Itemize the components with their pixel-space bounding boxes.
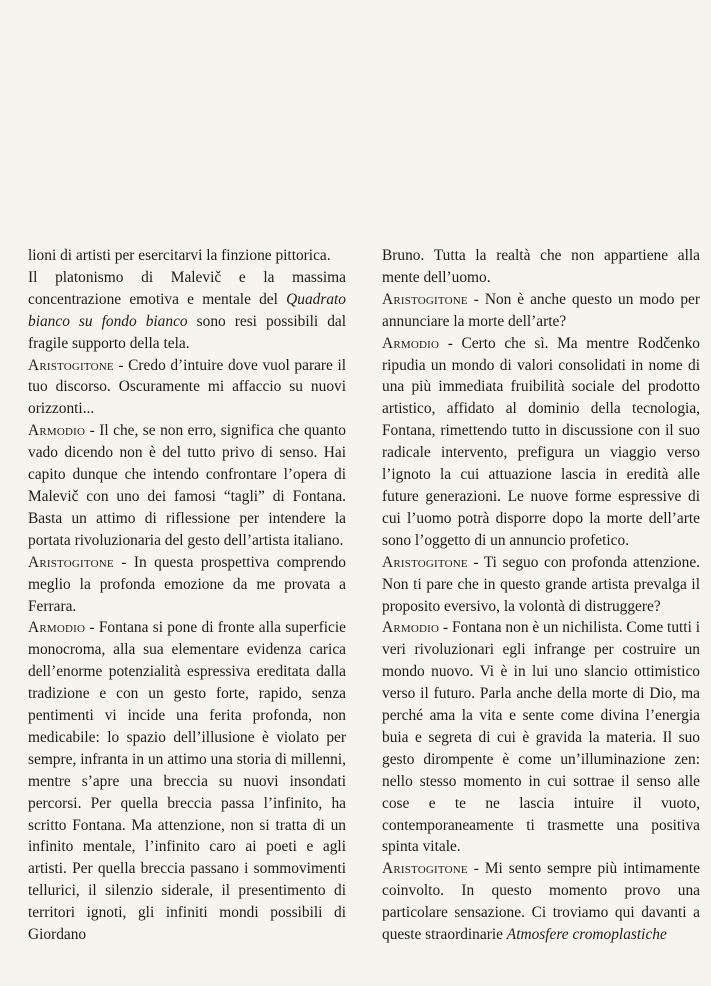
speaker-name: Aristogitone: [28, 356, 114, 374]
paragraph: Aristogitone - Ti seguo con profonda attenzione. Non ti pare che in questo grande artista prevalga il proposito eversivo, la volontà di distruggere?: [382, 553, 700, 615]
speaker-name: Aristogitone: [382, 290, 468, 308]
speaker-name: Armodio: [28, 619, 86, 637]
paragraph: Armodio - Il che, se non erro, significa che quanto vado dicendo non è del tutto privo di senso. Hai capito dunque che intendo confrontare l’opera di Malevič con uno dei famosi “tagli” di Fontana. Basta un attimo di riflessione per intendere la portata rivoluzionaria del gesto dell’artista italiano.: [28, 422, 346, 549]
speaker-name: Aristogitone: [382, 553, 468, 571]
paragraph: Armodio - Fontana non è un nichilista. Come tutti i veri rivoluzionari egli infrange per costruire un mondo nuovo. Vi è in lui uno slancio ottimistico verso il futuro. Parla anche della morte di Dio, ma perché ama la vita e sente come divina l’energia buia e segreta di cui è gravida la materia. Il suo gesto dirompente è come un’illuminazione zen: nello stesso momento in cui sottrae il senso alle cose e te ne lascia intuire il vuoto, contemporaneamente ti trasmette una positiva spinta vitale.: [382, 619, 700, 856]
right-column: [382, 245, 700, 946]
speaker-name: Aristogitone: [28, 553, 114, 571]
paragraph: Bruno. Tutta la realtà che non appartiene alla mente dell’uomo.: [382, 247, 700, 286]
speaker-name: Armodio: [382, 619, 440, 637]
left-column: [28, 245, 346, 946]
paragraph: lioni di artisti per esercitarvi la finzione pittorica.: [28, 247, 331, 264]
paragraph: Armodio - Fontana si pone di fronte alla superficie monocroma, alla sua elementare evidenza carica dell’enorme potenzialità espressiva ereditata dalla tradizione e con un gesto forte, rapido, senza pentimenti vi incide una ferita profonda, non medicabile: lo spazio dell’illusione è violato per sempre, infranta in un attimo una storia di millenni, mentre s’apre una breccia su nuovi insondati percorsi. Per quella breccia passa l’infinito, ha scritto Fontana. Ma attenzione, non si tratta di un infinito mentale, l’infinito caro ai poeti e agli artisti. Per quella breccia passano i sommovimenti tellurici, il silenzio siderale, il presentimento di territori ignoti, gli infiniti mondi possibili di Giordano: [28, 619, 346, 944]
paragraph: Aristogitone - In questa prospettiva comprendo meglio la profonda emozione da me provata a Ferrara.: [28, 553, 346, 615]
paragraph: Aristogitone - Non è anche questo un modo per annunciare la morte dell’arte?: [382, 290, 700, 330]
paragraph: Armodio - Certo che sì. Ma mentre Rodčenko ripudia un mondo di valori consolidati in nome di una più immediata fruibilità sociale del prodotto artistico, affidato al dominio della tecnologia, Fontana, rimettendo tutto in discussione con il suo radicale intervento, prefigura un viaggio verso l’ignoto la cui attuazione lascia in eredità alle future generazioni. Le nuove forme espressive di cui l’uomo potrà disporre dopo la morte dell’arte sono l’oggetto di un annuncio profetico.: [382, 334, 700, 549]
speaker-name: Armodio: [28, 422, 86, 440]
artwork-title: Atmosfere cromoplastiche: [506, 926, 667, 944]
speaker-name: Armodio: [382, 334, 440, 352]
speaker-name: Aristogitone: [382, 860, 468, 878]
paragraph: Il platonismo di Malevič e la massima concentrazione emotiva e mentale del Quadrato bianco su fondo bianco sono resi possibili dal fragile supporto della tela.: [28, 268, 346, 352]
paragraph: Aristogitone - Credo d’intuire dove vuol parare il tuo discorso. Oscuramente mi affaccio su nuovi orizzonti...: [28, 356, 346, 418]
paragraph: Aristogitone - Mi sento sempre più intimamente coinvolto. In questo momento provo una particolare sensazione. Ci troviamo qui davanti a queste straordinarie Atmosfere cromoplastiche: [382, 860, 700, 944]
artwork-title: Quadrato bianco su fondo bianco: [28, 290, 346, 330]
